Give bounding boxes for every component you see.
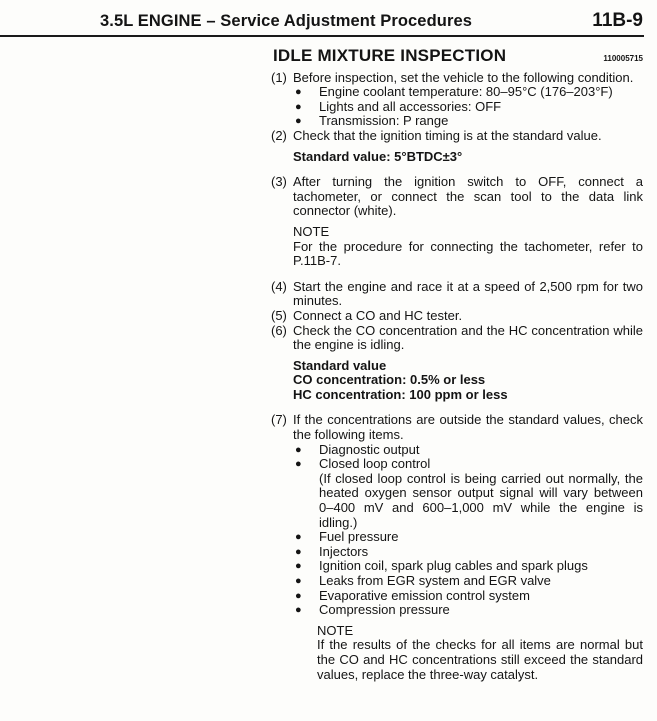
bullet-icon: ● — [295, 560, 302, 573]
step-text: Check that the ignition timing is at the standard value. — [293, 127, 602, 143]
condition-list — [293, 85, 643, 129]
step-number: (5) — [271, 307, 287, 323]
bullet-icon: ● — [295, 545, 302, 558]
step-7 — [271, 413, 643, 617]
step-text: Check the CO concentration and the HC concentration while the engine is idling. — [293, 322, 643, 353]
list-item: ● Closed loop control (If closed loop control is being carried out normally, the heated oxygen sensor output signal will vary between 0–400 mV and 600–1,000 mV while the engine is idling.) — [295, 456, 643, 530]
bullet-icon: ● — [295, 589, 302, 602]
section-code: 110005715 — [603, 54, 643, 63]
bullet-subtext: (If closed loop control is being carried out normally, the heated oxygen sensor output signal will vary between 0–400 mV and 600–1,000 mV while the engine is idling.) — [319, 470, 643, 530]
bullet-icon: ● — [295, 531, 302, 544]
note-label: NOTE — [293, 223, 330, 239]
list-item: ● Evaporative emission control system — [295, 587, 530, 603]
note-text: If the results of the checks for all items are normal but the CO and HC concentrations still exceed the standard values, replace the three-way catalyst. — [317, 637, 643, 682]
check-items-list — [293, 443, 643, 618]
header-title: 3.5L ENGINE – Service Adjustment Procedures — [100, 12, 473, 30]
step-5 — [271, 309, 643, 324]
note-label: NOTE — [317, 622, 354, 638]
standard-value: Standard value: 5°BTDC±3° — [293, 148, 463, 164]
list-item: ● Fuel pressure — [295, 529, 399, 545]
step-number: (2) — [271, 127, 287, 143]
note — [293, 225, 643, 269]
note — [317, 624, 643, 682]
section-header — [273, 46, 643, 67]
list-item: ● Ignition coil, spark plug cables and spark plugs — [295, 558, 588, 574]
step-number: (3) — [271, 174, 287, 190]
list-item: ● Diagnostic output — [295, 441, 420, 457]
step-text: Connect a CO and HC tester. — [293, 307, 463, 323]
bullet-icon: ● — [295, 100, 302, 113]
step-2 — [271, 129, 643, 144]
bullet-icon: ● — [295, 458, 302, 471]
bullet-icon: ● — [295, 443, 302, 456]
header-divider — [0, 35, 644, 37]
step-6 — [271, 324, 643, 353]
step-text: After turning the ignition switch to OFF, connect a tachometer, or connect the scan tool to the data link connector (white). — [293, 174, 643, 219]
step-text: If the concentrations are outside the standard values, check the following items. — [293, 412, 643, 443]
step-number: (7) — [271, 412, 287, 428]
procedure-content — [271, 46, 643, 688]
step-text: Start the engine and race it at a speed of 2,500 rpm for two minutes. — [293, 278, 643, 309]
step-number: (1) — [271, 69, 287, 85]
step-number: (4) — [271, 278, 287, 294]
step-3 — [271, 175, 643, 219]
list-item: ● Engine coolant temperature: 80–95°C (176–203°F) — [295, 84, 613, 100]
bullet-icon: ● — [295, 575, 302, 587]
note-text: For the procedure for connecting the tachometer, refer to P.11B-7. — [293, 238, 643, 269]
list-item: ● Leaks from EGR system and EGR valve — [295, 573, 551, 588]
page-number: 11B-9 — [592, 10, 643, 31]
bullet-icon: ● — [295, 604, 302, 617]
bullet-icon: ● — [295, 86, 302, 99]
list-item: ● Lights and all accessories: OFF — [295, 98, 502, 114]
step-4 — [271, 280, 643, 309]
step-1 — [271, 71, 643, 129]
bullet-icon: ● — [295, 115, 302, 128]
step-text: Before inspection, set the vehicle to the following condition. — [293, 69, 634, 85]
list-item: ● Injectors — [295, 543, 369, 559]
section-title: IDLE MIXTURE INSPECTION — [273, 46, 507, 65]
page-header — [0, 0, 657, 36]
list-item: ● Transmission: P range — [295, 113, 449, 129]
step-number: (6) — [271, 322, 287, 338]
standard-value: Standard value CO concentration: 0.5% or less HC concentration: 100 ppm or less — [293, 357, 508, 402]
list-item: ● Compression pressure — [295, 602, 450, 618]
